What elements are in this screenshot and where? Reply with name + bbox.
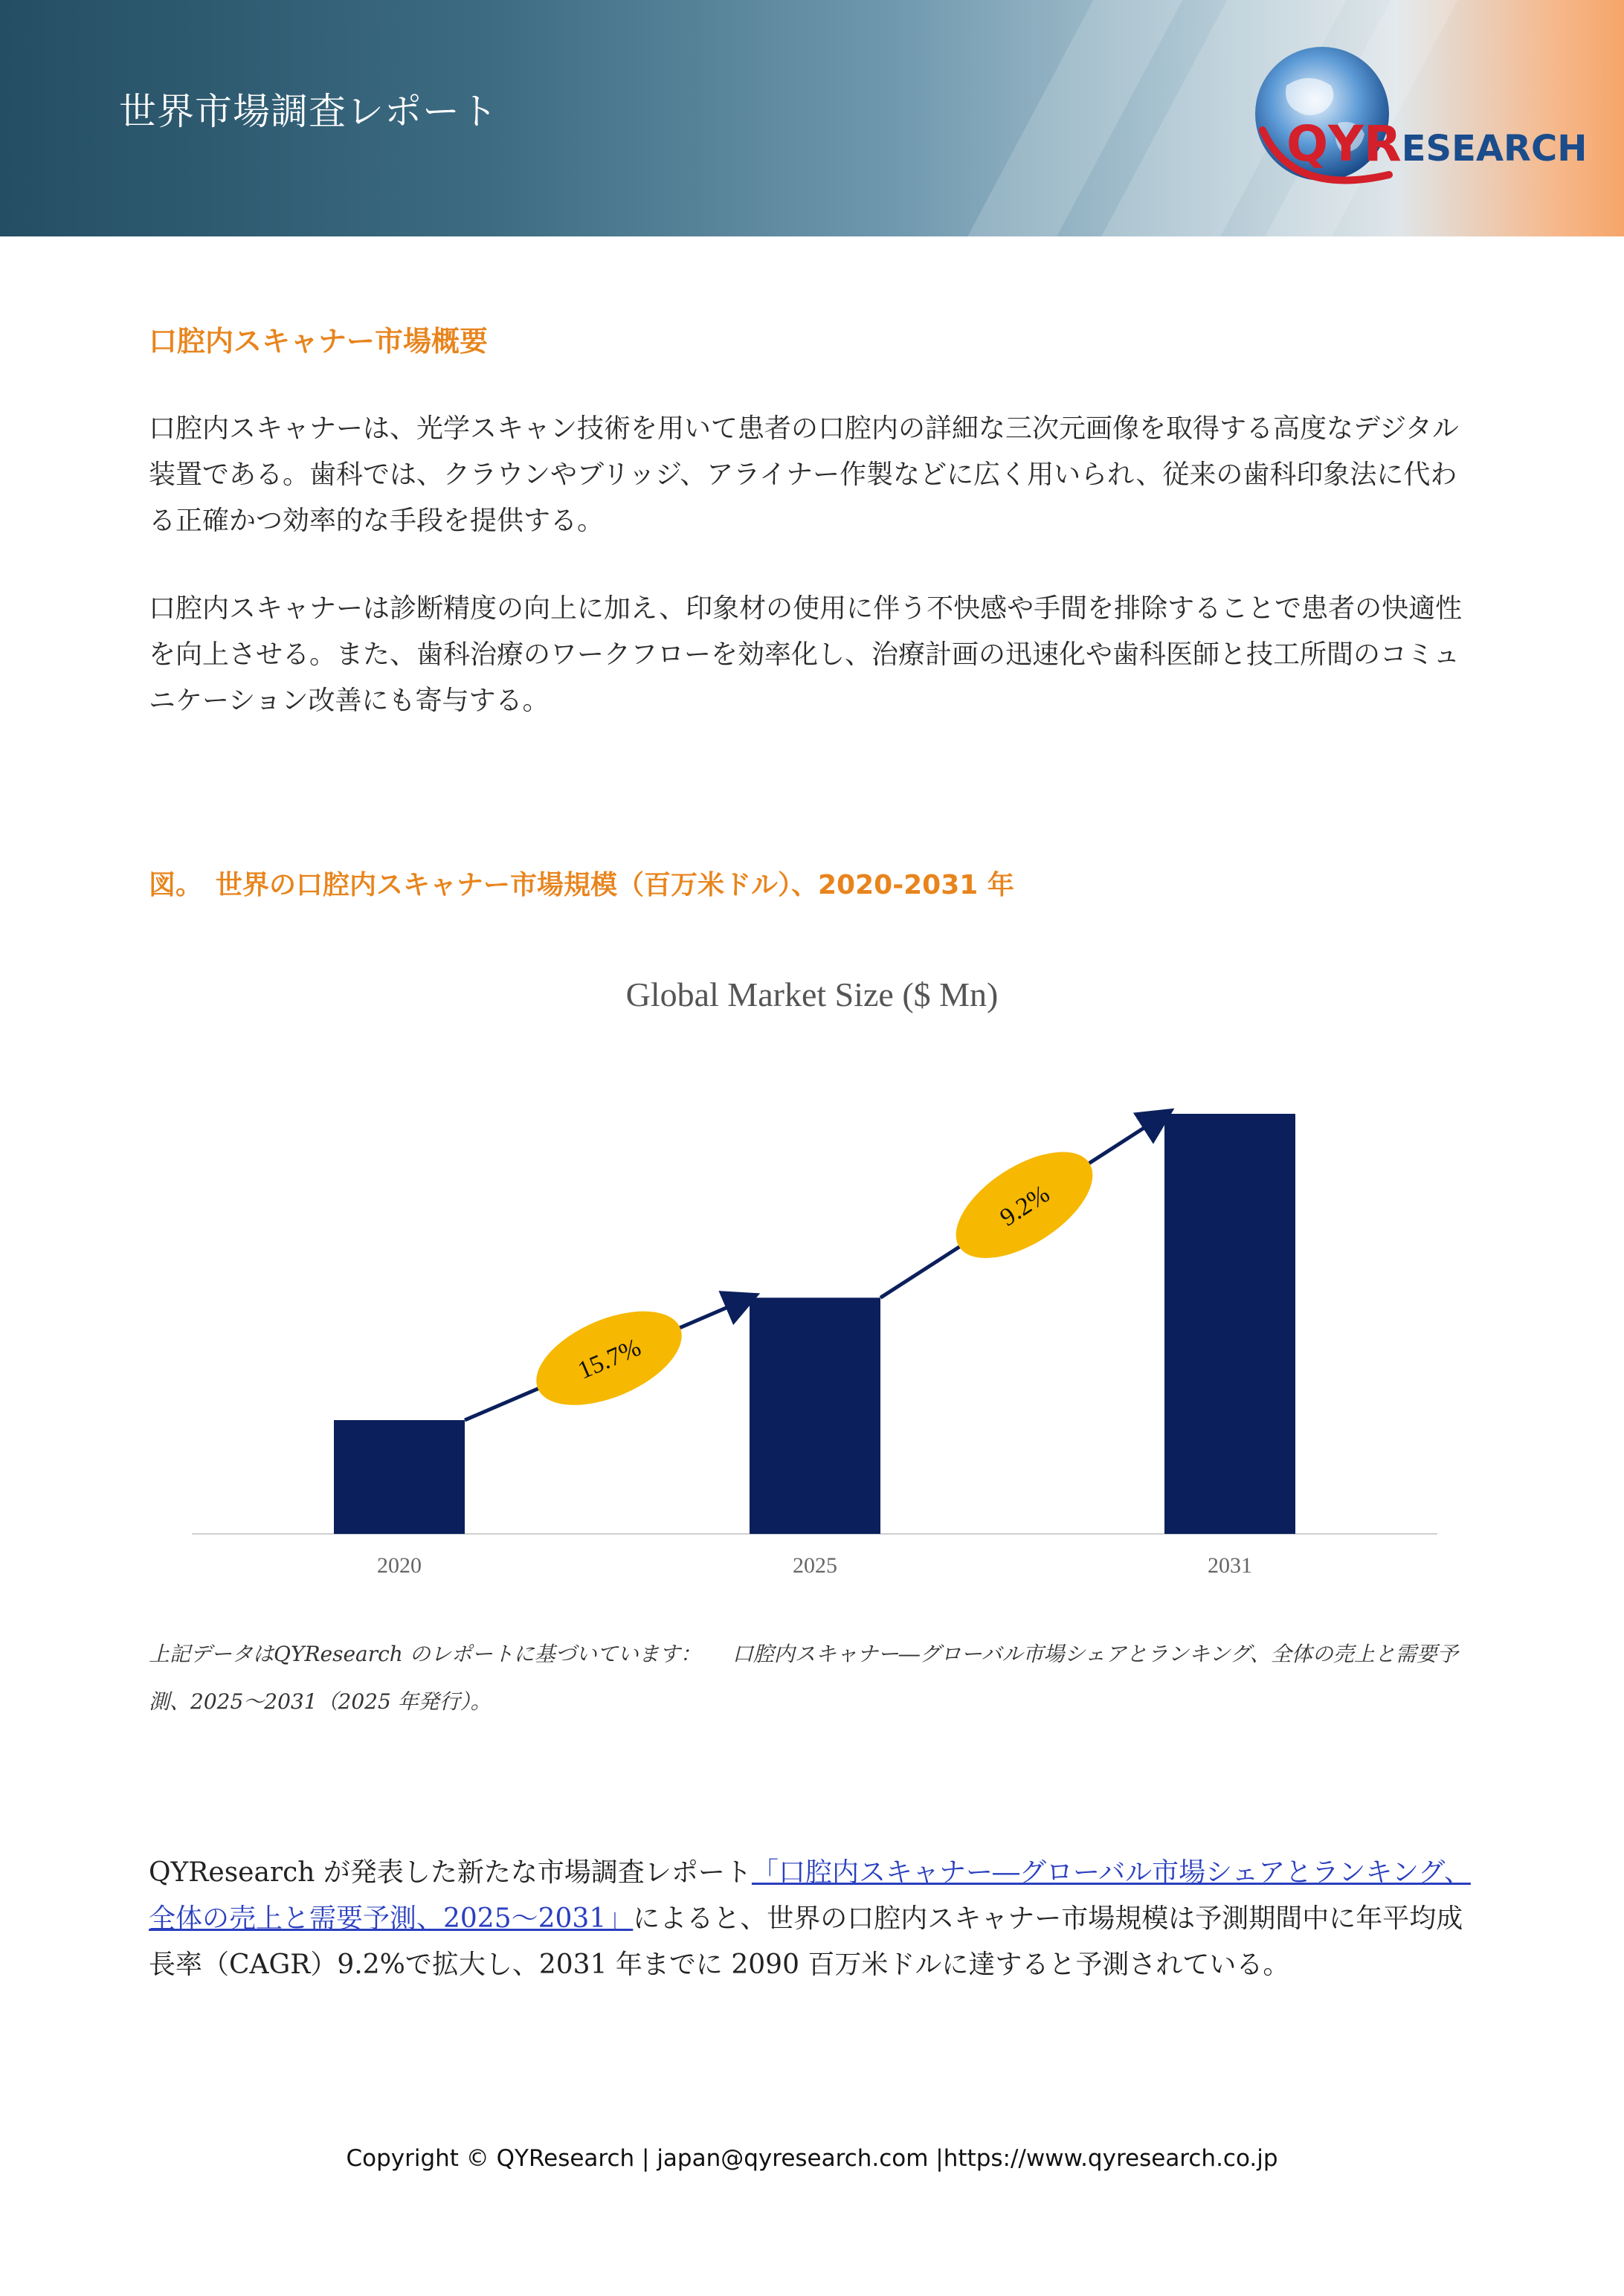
logo-suffix: ESEARCH <box>1401 128 1588 170</box>
summary-suffix: によると、世界の口腔内スキャナー市場規模は予測期間中に年平均成長率（CAGR）9.2%で拡大し、2031 年までに 2090 百万米ドルに達すると予測されている。 <box>149 1903 1463 1980</box>
report-link[interactable]: 「口腔内スキャナー―グローバル市場シェアとランキング、全体の売上と需要予測、2025～2031」 <box>149 1857 1471 1934</box>
x-tick-label: 2020 <box>377 1553 422 1578</box>
x-tick-label: 2025 <box>793 1553 837 1578</box>
footer-copyright: Copyright © QYResearch | japan@qyresearch.com |https://www.qyresearch.co.jp <box>346 2145 1278 2172</box>
cagr-badge <box>938 1131 1110 1280</box>
paragraph-1: 口腔内スキャナーは、光学スキャン技術を用いて患者の口腔内の詳細な三次元画像を取得する高度なデジタル装置である。歯科では、クラウンやブリッジ、アライナー作製などに広く用いられ、従来の歯科印象法に代わる正確かつ効率的な手段を提供する。 <box>149 413 1459 536</box>
cagr-badge <box>523 1292 695 1425</box>
cagr-label: 9.2% <box>995 1180 1055 1232</box>
section-title: 口腔内スキャナー市場概要 <box>149 325 489 358</box>
chart-title: Global Market Size ($ Mn) <box>625 976 999 1013</box>
paragraph-2: 口腔内スキャナーは診断精度の向上に加え、印象材の使用に伴う不快感や手間を排除することで患者の快適性を向上させる。また、歯科治療のワークフローを効率化し、治療計画の迅速化や歯科医師と技工所間のコミュニケーション改善にも寄与する。 <box>149 593 1463 716</box>
x-tick-label: 2031 <box>1208 1553 1252 1578</box>
source-note: 上記データはQYResearch のレポートに基づいています： 口腔内スキャナー―グローバル市場シェアとランキング、全体の売上と需要予測、2025～2031（2025 年発行）。 <box>149 1642 1458 1714</box>
bar-2031 <box>1164 1114 1295 1534</box>
cagr-label: 15.7% <box>573 1333 645 1385</box>
header-title: 世界市場調査レポート <box>119 90 498 133</box>
summary-paragraph <box>149 1850 1480 1988</box>
bar-2025 <box>750 1297 880 1534</box>
summary-prefix: QYResearch が発表した新たな市場調査レポート <box>149 1857 752 1888</box>
figure-caption: 図。 世界の口腔内スキャナー市場規模（百万米ドル）、2020-2031 年 <box>149 870 1014 900</box>
bar-2020 <box>334 1420 465 1534</box>
logo-prefix: QYR <box>1286 115 1402 172</box>
